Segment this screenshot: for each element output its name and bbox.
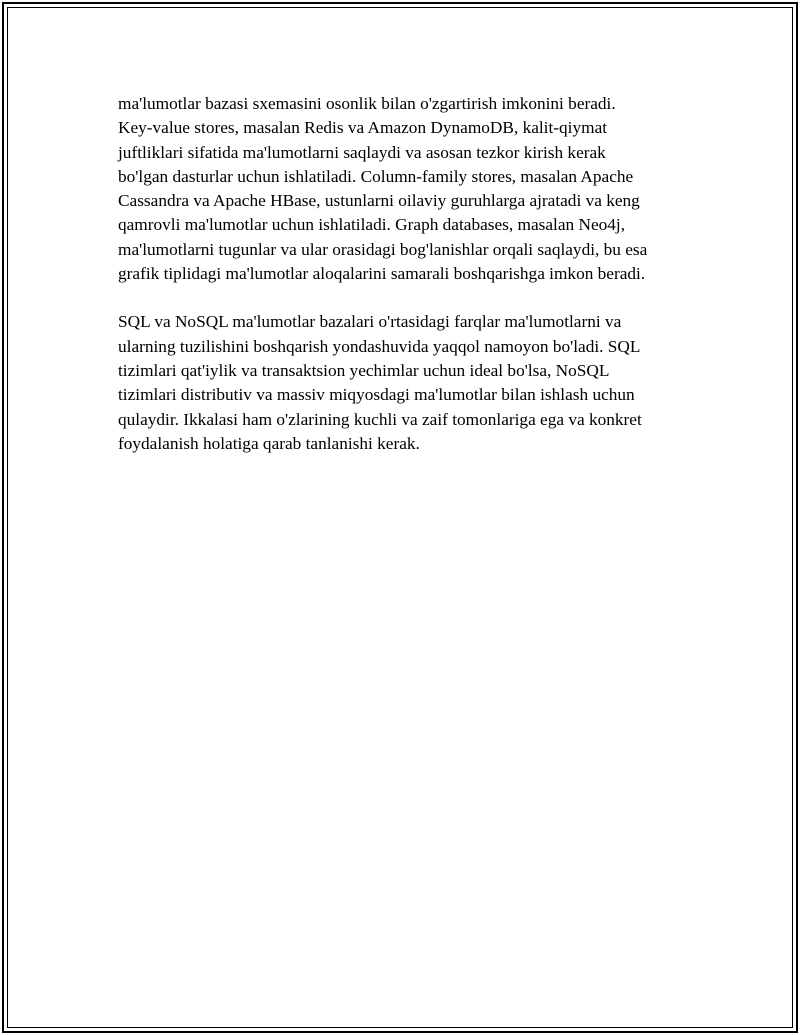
text-line: foydalanish holatiga qarab tanlanishi kerak.	[118, 433, 420, 453]
text-line: grafik tiplidagi ma'lumotlar aloqalarini samarali boshqarishga imkon beradi.	[118, 264, 646, 284]
text-line: ularning tuzilishini boshqarish yondashuvida yaqqol namoyon bo'ladi. SQL	[118, 336, 641, 356]
text-line: qulaydir. Ikkalasi ham o'zlarining kuchli va zaif tomonlariga ega va konkret	[118, 409, 642, 429]
text-line: Cassandra va Apache HBase, ustunlarni oilaviy guruhlarga ajratadi va keng	[118, 191, 640, 211]
paragraph-key-value-column-graph	[118, 92, 698, 286]
text-line: juftliklari sifatida ma'lumotlarni saqlaydi va asosan tezkor kirish kerak	[118, 142, 606, 162]
text-line: ma'lumotlar bazasi sxemasini osonlik bilan o'zgartirish imkonini beradi.	[118, 94, 616, 113]
text-line: qamrovli ma'lumotlar uchun ishlatiladi. Graph databases, masalan Neo4j,	[118, 215, 626, 235]
text-line: bo'lgan dasturlar uchun ishlatiladi. Column-family stores, masalan Apache	[118, 166, 634, 186]
text-line: tizimlari distributiv va massiv miqyosdagi ma'lumotlar bilan ishlash uchun	[118, 385, 635, 405]
text-line: tizimlari qat'iylik va transaktsion yechimlar uchun ideal bo'lsa, NoSQL	[118, 360, 610, 380]
text-line: ma'lumotlarni tugunlar va ular orasidagi bog'lanishlar orqali saqlaydi, bu esa	[118, 239, 648, 259]
paragraph-sql-vs-nosql	[118, 310, 698, 456]
document-body	[118, 92, 698, 480]
text-line: Key-value stores, masalan Redis va Amazon DynamoDB, kalit-qiymat	[118, 118, 608, 138]
text-line: SQL va NoSQL ma'lumotlar bazalari o'rtasidagi farqlar ma'lumotlarni va	[118, 312, 622, 332]
